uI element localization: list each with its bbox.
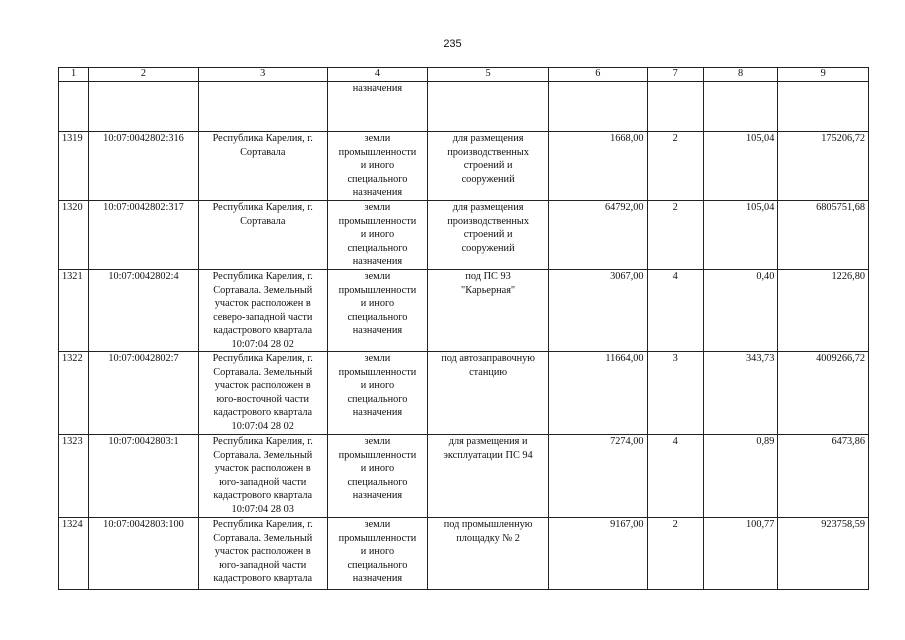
row-number-cell: 1324 <box>59 518 89 590</box>
group-cell: 3 <box>647 352 703 435</box>
page-number: 235 <box>443 38 462 50</box>
group-cell: 4 <box>647 435 703 518</box>
table-row <box>59 352 869 435</box>
address-cell <box>198 82 327 132</box>
table-row <box>59 201 869 270</box>
land-category-cell: земли промышленности и иного специального назначения <box>327 352 428 435</box>
table-row <box>59 270 869 352</box>
column-header: 2 <box>89 68 199 82</box>
cadastral-value-cell: 923758,59 <box>778 518 869 590</box>
permitted-use-cell <box>428 82 549 132</box>
cadastral-value-cell: 1226,80 <box>778 270 869 352</box>
group-cell: 2 <box>647 201 703 270</box>
rate-cell: 105,04 <box>703 132 777 201</box>
rate-cell: 0,40 <box>703 270 777 352</box>
land-category-cell: земли промышленности и иного специального назначения <box>327 132 428 201</box>
cadastral-value-cell: 6473,86 <box>778 435 869 518</box>
area-cell: 64792,00 <box>548 201 647 270</box>
land-category-cell: назначения <box>327 82 428 132</box>
rate-cell: 343,73 <box>703 352 777 435</box>
column-header: 4 <box>327 68 428 82</box>
column-number-header-row <box>59 68 869 82</box>
permitted-use-cell: под промышленную площадку № 2 <box>428 518 549 590</box>
area-cell: 7274,00 <box>548 435 647 518</box>
permitted-use-cell: для размещения производственных строений и сооружений <box>428 132 549 201</box>
column-header: 7 <box>647 68 703 82</box>
row-number-cell: 1323 <box>59 435 89 518</box>
column-header: 6 <box>548 68 647 82</box>
rate-cell: 100,77 <box>703 518 777 590</box>
area-cell: 1668,00 <box>548 132 647 201</box>
cadastral-value-cell <box>778 82 869 132</box>
row-number-cell <box>59 82 89 132</box>
row-number-cell: 1322 <box>59 352 89 435</box>
address-cell: Республика Карелия, г. Сортавала. Земельный участок расположен в северо-западной части кадастрового квартала 10:07:04 28 02 <box>198 270 327 352</box>
column-header: 9 <box>778 68 869 82</box>
land-category-cell: земли промышленности и иного специального назначения <box>327 518 428 590</box>
rate-cell: 0,89 <box>703 435 777 518</box>
cadastral-number-cell: 10:07:0042803:1 <box>89 435 199 518</box>
permitted-use-cell: для размещения и эксплуатации ПС 94 <box>428 435 549 518</box>
rate-cell <box>703 82 777 132</box>
land-register-table <box>58 67 869 590</box>
group-cell: 2 <box>647 132 703 201</box>
land-category-cell: земли промышленности и иного специального назначения <box>327 201 428 270</box>
area-cell <box>548 82 647 132</box>
cadastral-value-cell: 6805751,68 <box>778 201 869 270</box>
area-cell: 11664,00 <box>548 352 647 435</box>
group-cell <box>647 82 703 132</box>
column-header: 8 <box>703 68 777 82</box>
area-cell: 3067,00 <box>548 270 647 352</box>
table-row <box>59 132 869 201</box>
cadastral-value-cell: 4009266,72 <box>778 352 869 435</box>
address-cell: Республика Карелия, г. Сортавала. Земельный участок расположен в юго-западной части кадастрового квартала <box>198 518 327 590</box>
permitted-use-cell: под автозаправочную станцию <box>428 352 549 435</box>
address-cell: Республика Карелия, г. Сортавала <box>198 132 327 201</box>
cadastral-number-cell <box>89 82 199 132</box>
table-row <box>59 82 869 132</box>
address-cell: Республика Карелия, г. Сортавала <box>198 201 327 270</box>
table-row <box>59 435 869 518</box>
cadastral-number-cell: 10:07:0042802:4 <box>89 270 199 352</box>
row-number-cell: 1319 <box>59 132 89 201</box>
row-number-cell: 1320 <box>59 201 89 270</box>
table-row <box>59 518 869 590</box>
column-header: 3 <box>198 68 327 82</box>
cadastral-number-cell: 10:07:0042802:316 <box>89 132 199 201</box>
permitted-use-cell: под ПС 93 "Карьерная" <box>428 270 549 352</box>
cadastral-number-cell: 10:07:0042802:317 <box>89 201 199 270</box>
group-cell: 2 <box>647 518 703 590</box>
area-cell: 9167,00 <box>548 518 647 590</box>
land-category-cell: земли промышленности и иного специального назначения <box>327 435 428 518</box>
group-cell: 4 <box>647 270 703 352</box>
row-number-cell: 1321 <box>59 270 89 352</box>
address-cell: Республика Карелия, г. Сортавала. Земельный участок расположен в юго-западной части кадастрового квартала 10:07:04 28 03 <box>198 435 327 518</box>
cadastral-number-cell: 10:07:0042802:7 <box>89 352 199 435</box>
column-header: 1 <box>59 68 89 82</box>
address-cell: Республика Карелия, г. Сортавала. Земельный участок расположен в юго-восточной части кадастрового квартала 10:07:04 28 02 <box>198 352 327 435</box>
permitted-use-cell: для размещения производственных строений и сооружений <box>428 201 549 270</box>
rate-cell: 105,04 <box>703 201 777 270</box>
land-category-cell: земли промышленности и иного специального назначения <box>327 270 428 352</box>
cadastral-number-cell: 10:07:0042803:100 <box>89 518 199 590</box>
cadastral-value-cell: 175206,72 <box>778 132 869 201</box>
column-header: 5 <box>428 68 549 82</box>
